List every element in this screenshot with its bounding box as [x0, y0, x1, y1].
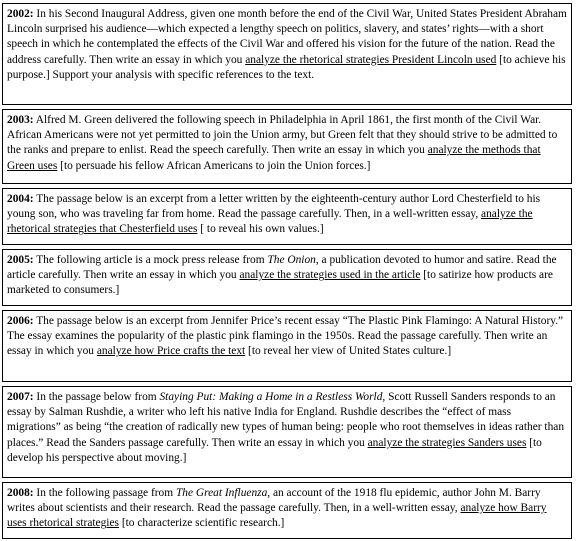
prompt-text: The following article is a mock press release from — [33, 254, 268, 266]
prompt-text: In the passage below from — [33, 391, 160, 403]
prompt-task-underlined: analyze the rhetorical strategies President Lincoln used — [245, 53, 497, 66]
book-title: Staying Put: Making a Home in a Restless World, — [159, 391, 386, 403]
prompt-2006 — [2, 310, 572, 382]
prompt-2007 — [2, 386, 572, 478]
prompt-text: In the following passage from — [33, 487, 176, 499]
prompt-text: In his Second Inaugural Address, given one month before the end of the Civil War, United States President Abraham Lincoln surprised his audience—which expected a lengthy speech on politics, slavery, and states’ rights—with a short speech in which he contemplated the effects of the Civil War and offered his vision for the future of the nation. Read the address carefully. Then write an essay in which you — [7, 8, 567, 66]
book-title: The Great Influenza — [175, 487, 268, 499]
prompt-2005 — [2, 249, 572, 306]
prompt-text: [to characterize scientific research.] — [118, 517, 285, 530]
prompt-text: [to reveal her view of United States culture.] — [245, 345, 452, 358]
prompt-year: 2003: — [7, 114, 34, 126]
prompt-task-underlined: analyze the methods that Green uses — [7, 144, 541, 172]
prompt-task-underlined: analyze the strategies used in the article — [239, 269, 421, 282]
prompt-text: Scott Russell Sanders responds to an essay by Salman Rushdie, a writer who left his native India for England. Rushdie describes the “effect of mass migrations” as being “the creation of radically new types of human being: people who root themselves in ideas rather than places.” Read the Sanders passage carefully. Then write an essay in which you — [7, 391, 565, 449]
prompt-2002 — [2, 3, 572, 105]
prompt-2008 — [2, 482, 572, 539]
prompt-year: 2006: — [7, 315, 34, 327]
prompt-year: 2008: — [7, 487, 34, 499]
prompt-year: 2002: — [7, 8, 34, 20]
prompt-text: Alfred M. Green delivered the following speech in Philadelphia in April 1861, the first month of the Civil War. African Americans were not yet permitted to join the Union army, but Green felt that they should strive to be admitted to the ranks and prepare to enlist. Read the speech carefully. Then write an essay in which you — [7, 114, 558, 157]
prompt-text: [ to reveal his own values.] — [197, 223, 324, 236]
prompt-task-underlined: analyze the rhetorical strategies that Chesterfield uses — [7, 208, 533, 236]
prompt-task-underlined: analyze how Barry uses rhetorical strategies — [7, 502, 547, 530]
prompt-task-underlined: analyze how Price crafts the text — [96, 345, 246, 358]
prompt-text: The passage below is an excerpt from a letter written by the eighteenth-century author Lord Chesterfield to his young son, who was traveling far from home. Read the passage carefully. Then, in a well-written essay, — [7, 193, 541, 221]
publication-title: The Onion — [267, 254, 316, 266]
prompt-text: , a publication devoted to humor and satire. Read the article carefully. Then write an essay in which you — [7, 254, 557, 282]
prompt-text: , an account of the 1918 flu epidemic, author John M. Barry writes about scientists and their research. Read the passage carefully. Then, in a well-written essay, — [7, 487, 541, 515]
prompt-year: 2005: — [7, 254, 34, 266]
prompt-year: 2007: — [7, 391, 34, 403]
prompt-text: [to satirize how products are marketed to consumers.] — [7, 269, 553, 297]
prompt-text: [to persuade his fellow African Americans to join the Union forces.] — [57, 159, 371, 172]
prompt-text: The passage below is an excerpt from Jennifer Price’s recent essay “The Plastic Pink Flamingo: A Natural History.” The essay examines the popularity of the plastic pink flamingo in the 1950s. Read the passage carefully. Then write an essay in which you — [7, 315, 564, 358]
prompt-text: [to achieve his purpose.] Support your analysis with specific references to the text. — [7, 53, 566, 81]
prompt-2003 — [2, 109, 572, 184]
prompt-task-underlined: analyze the strategies Sanders uses — [367, 436, 527, 449]
prompt-year: 2004: — [7, 193, 34, 205]
prompt-text: [to develop his perspective about moving.] — [7, 436, 542, 464]
prompt-2004 — [2, 188, 572, 245]
